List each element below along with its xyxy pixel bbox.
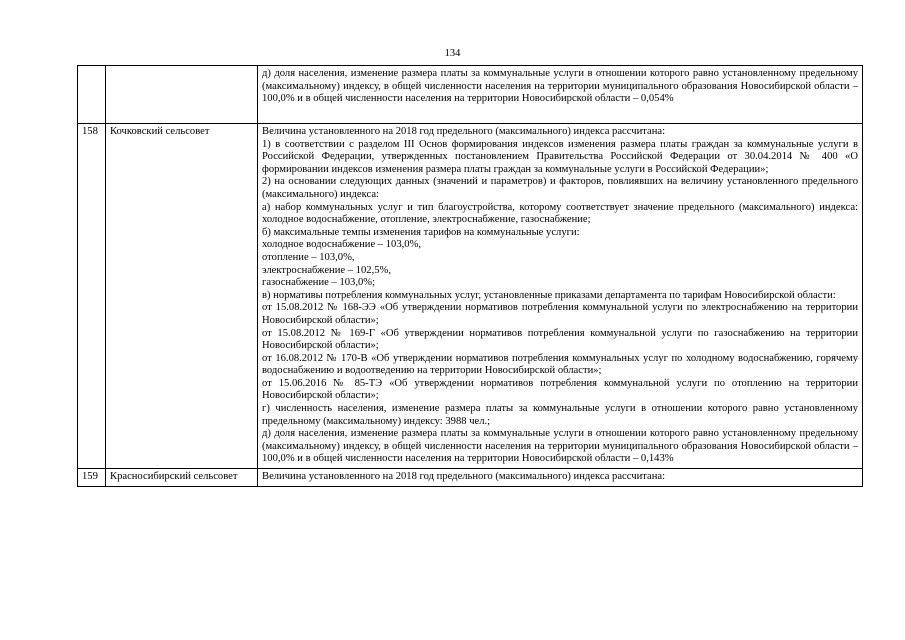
municipality-name-cell: [106, 66, 258, 124]
description-paragraph: д) доля населения, изменение размера платы за коммунальные услуги в отношении которого равно установленному предельному (максимальному) индексу, в общей численности населения на территории муниципального образования Новосибирской области – 100,0% и в общей численности населения на территории Новосибирской области – 0,054%: [262, 68, 858, 105]
description-paragraph: д) доля населения, изменение размера платы за коммунальные услуги в отношении которого равно установленному предельному (максимальному) индексу, в общей численности населения на территории муниципального образования Новосибирской области – 100,0% и в общей численности населения на территории Новосибирской области – 0,143%: [262, 428, 858, 465]
description-paragraph: г) численность населения, изменение размера платы за коммунальные услуги в отношении которого равно установленному предельному (максимальному) индексу: 3988 чел.;: [262, 403, 858, 427]
row-number-cell: [78, 66, 106, 124]
description-paragraph: газоснабжение – 103,0%;: [262, 277, 376, 289]
description-paragraph: электроснабжение – 102,5%,: [262, 264, 391, 276]
description-paragraph: холодное водоснабжение – 103,0%,: [262, 239, 422, 251]
municipality-name-cell: Кочковский сельсовет: [106, 124, 258, 469]
description-paragraph: 2) на основании следующих данных (значений и параметров) и факторов, повлиявших на величину установленного предельного (максимального) индекса:: [262, 176, 858, 200]
description-cell: [258, 124, 863, 469]
description-paragraph: отопление – 103,0%,: [262, 251, 355, 263]
description-paragraph: от 16.08.2012 № 170-В «Об утверждении нормативов потребления коммунальных услуг по холодному водоснабжению, горячему водоснабжению и водоотведению на территории Новосибирской области»;: [262, 352, 858, 377]
description-paragraph: от 15.08.2012 № 169-Г «Об утверждении нормативов потребления коммунальной услуги по газоснабжению на территории Новосибирской области»;: [262, 327, 858, 352]
row-number-cell: 159: [78, 469, 106, 487]
description-paragraph: от 15.08.2012 № 168-ЭЭ «Об утверждении нормативов потребления коммунальной услуги по электроснабжению на территории Новосибирской области»;: [262, 302, 858, 326]
description-paragraph: а) набор коммунальных услуг и тип благоустройства, которому соответствует значение предельного (максимального) индекса: холодное водоснабжение, отопление, электроснабжение, газоснабжение;: [262, 201, 858, 226]
description-paragraph: в) нормативы потребления коммунальных услуг, установленные приказами департамента по тарифам Новосибирской области:: [262, 289, 836, 301]
description-cell: [258, 66, 863, 124]
table-row-158: [78, 124, 863, 469]
page-number: 134: [444, 48, 461, 59]
table-row-159: [78, 469, 863, 487]
description-paragraph: Величина установленного на 2018 год предельного (максимального) индекса рассчитана:: [262, 471, 666, 483]
table-row-continuation: [78, 66, 863, 124]
description-paragraph: б) максимальные темпы изменения тарифов на коммунальные услуги:: [262, 226, 580, 238]
row-number-cell: 158: [78, 124, 106, 469]
description-paragraph: 1) в соответствии с разделом III Основ формирования индексов изменения размера платы граждан за коммунальные услуги в Российской Федерации, утвержденных постановлением Правительства Российской Федерации от 30.04.2014 № 400 «О формировании индексов изменения размера платы граждан за коммунальные услуги в Российской Федерации»;: [262, 138, 858, 175]
description-paragraph: Величина установленного на 2018 год предельного (максимального) индекса рассчитана:: [262, 126, 666, 137]
municipality-name-cell: Красносибирский сельсовет: [106, 469, 258, 487]
description-paragraph: от 15.06.2016 № 85-ТЭ «Об утверждении нормативов потребления коммунальной услуги по отоплению на территории Новосибирской области»;: [262, 377, 858, 402]
description-cell: [258, 469, 863, 487]
document-table: [77, 65, 863, 487]
